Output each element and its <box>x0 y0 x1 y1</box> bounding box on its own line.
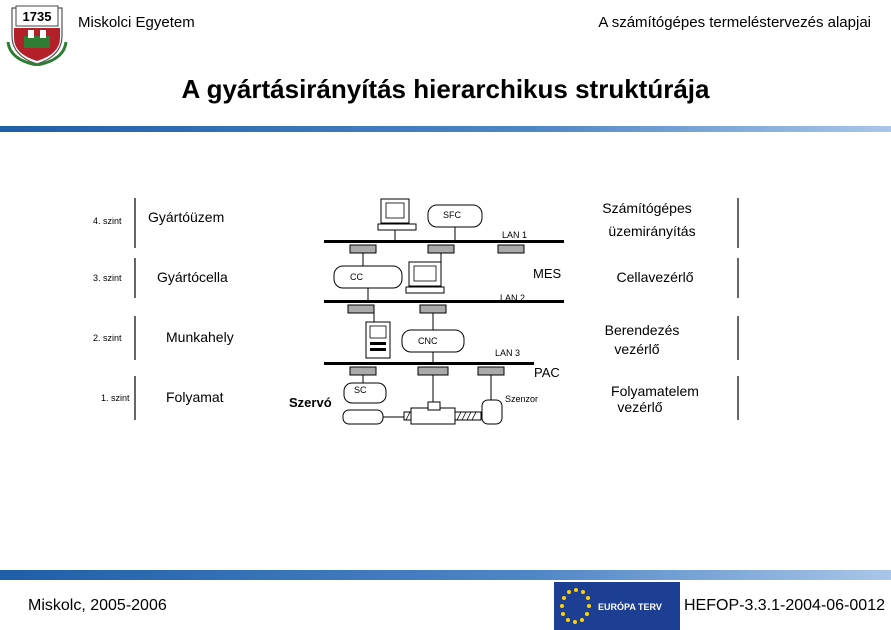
level-4-label: 4. szint <box>93 216 122 226</box>
footer-divider <box>0 570 891 580</box>
university-name: Miskolci Egyetem <box>78 14 195 31</box>
page-title: A gyártásirányítás hierarchikus struktúrája <box>181 74 710 104</box>
sfc-label: SFC <box>443 210 461 220</box>
controller-1-line1: Folyamatelem <box>611 383 699 399</box>
cc-label: CC <box>350 272 363 282</box>
footer-place-date: Miskolc, 2005-2006 <box>28 597 167 614</box>
keyboard-icon <box>406 287 444 293</box>
lan1-node <box>428 245 454 253</box>
controller-2-line1: Berendezés <box>604 322 680 338</box>
controller-4-line1: Számítógépes <box>602 200 692 216</box>
eu-logo-text: EURÓPA TERV <box>598 602 662 612</box>
controller-2-line2: vezérlő <box>614 341 660 357</box>
hierarchy-diagram <box>0 190 891 440</box>
sensor-icon <box>482 400 502 424</box>
lan2-node <box>420 305 446 313</box>
lan1-label: LAN 1 <box>502 230 528 240</box>
level-2-label: 2. szint <box>93 333 122 343</box>
level-2-name: Munkahely <box>166 329 234 345</box>
level-1-label: 1. szint <box>101 393 130 403</box>
svg-text:1735: 1735 <box>22 9 52 24</box>
lan3-node <box>350 367 376 375</box>
lan2-line <box>324 300 564 303</box>
keyboard-icon <box>378 224 416 230</box>
level-3-label: 3. szint <box>93 273 122 283</box>
cc-box <box>334 266 402 288</box>
level-1-name: Folyamat <box>166 389 224 405</box>
servo-label: Szervó <box>289 395 332 410</box>
lan3-node <box>478 367 504 375</box>
header-divider <box>0 126 891 132</box>
lan2-node <box>348 305 374 313</box>
controller-1-line2: vezérlő <box>617 399 663 415</box>
sensor-label: Szenzor <box>505 394 539 404</box>
lan3-label: LAN 3 <box>495 348 521 358</box>
controller-3-label: Cellavezérlő <box>616 269 694 285</box>
lan1-node <box>498 245 524 253</box>
mes-label: MES <box>533 266 562 281</box>
level-3-name: Gyártócella <box>157 269 228 285</box>
controller-4-line2: üzemirányítás <box>608 223 696 239</box>
pac-label: PAC <box>534 365 560 380</box>
university-logo <box>4 2 70 66</box>
lan3-line <box>324 362 534 365</box>
eu-logo <box>554 582 680 630</box>
servo-motor-icon <box>343 410 383 424</box>
sc-label: SC <box>354 385 367 395</box>
footer-project-code: HEFOP-3.3.1-2004-06-0012 <box>684 597 885 614</box>
cnc-label: CNC <box>418 336 438 346</box>
lan2-label: LAN 2 <box>500 293 526 303</box>
lan1-line <box>324 240 564 243</box>
course-title: A számítógépes termeléstervezés alapjai <box>598 14 871 31</box>
lan1-node <box>350 245 376 253</box>
level-4-name: Gyártóüzem <box>148 209 225 225</box>
lan3-node <box>418 367 448 375</box>
